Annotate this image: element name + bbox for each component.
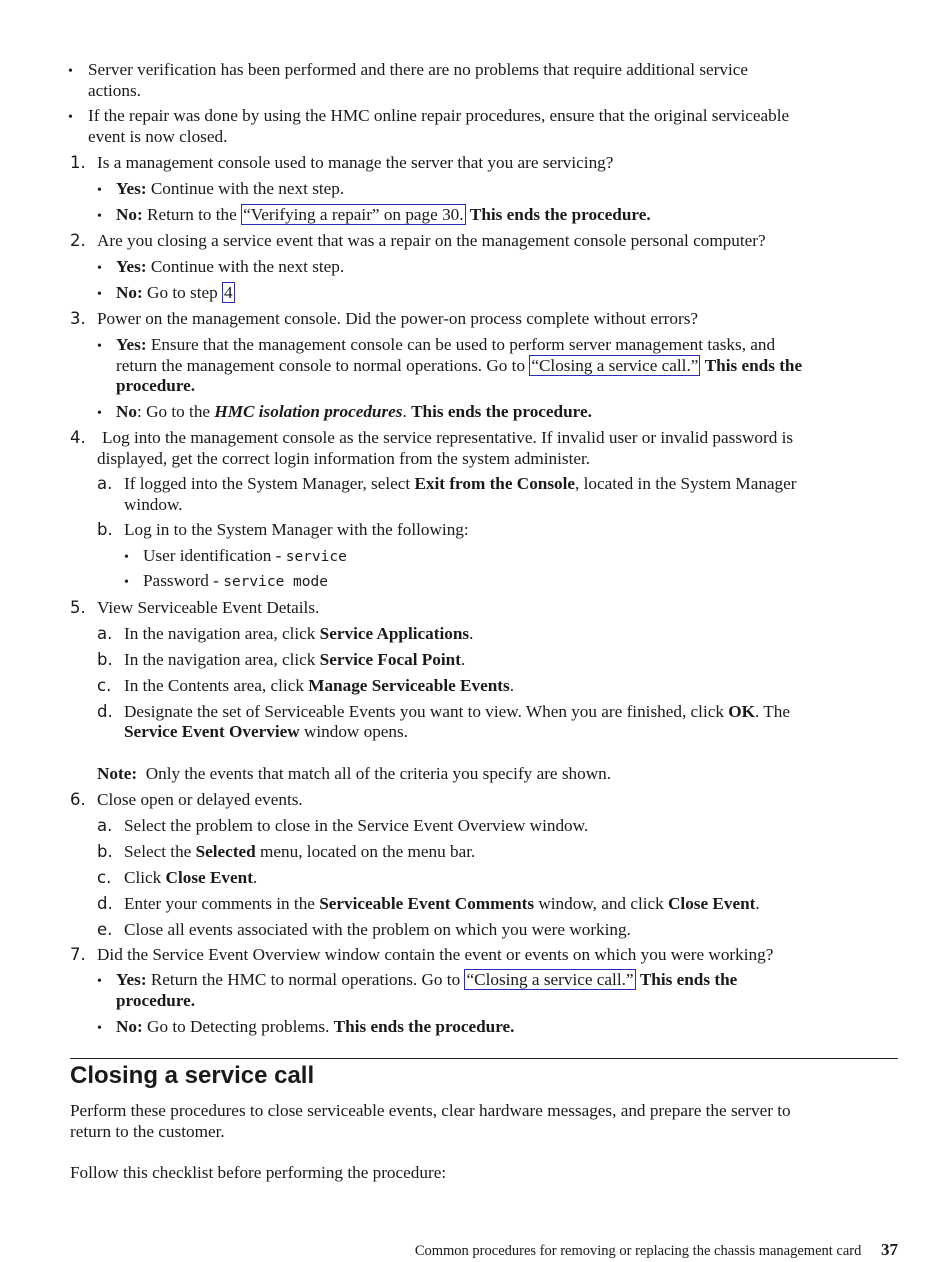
step-4a-label: a. [97, 474, 113, 493]
intro-item-2-line-2: event is now closed. [88, 127, 228, 146]
no-text: : Go to the [137, 402, 211, 421]
no-label: No: [116, 283, 143, 302]
step-4b-label: b. [97, 520, 113, 539]
note-text: Only the events that match all of the criteria you specify are shown. [145, 764, 612, 783]
step-6b-text [124, 842, 475, 863]
bullet-icon: • [97, 209, 102, 224]
no-label: No [116, 402, 138, 421]
step-5-number: 5. [70, 598, 86, 617]
closing-service-call-link[interactable]: “Closing a service call.” [531, 356, 699, 375]
step-4a-line-2: window. [124, 495, 183, 514]
intro-item-2-line-1: If the repair was done by using the HMC online repair procedures, ensure that the original serviceable [88, 106, 790, 125]
step-2-no [116, 283, 235, 304]
password-value: service mode [223, 574, 328, 590]
service-event-overview-text: Service Event Overview [124, 722, 300, 741]
yes-text: return the management console to normal operations. Go to [116, 356, 526, 375]
step-4a-text: , located in the System Manager [575, 474, 797, 493]
user-identification-label: User identification - [143, 546, 282, 565]
selected-menu-text: Selected [195, 842, 256, 861]
step-6c-label: c. [97, 868, 112, 887]
step-6d-text [124, 894, 760, 915]
bullet-icon: • [124, 575, 129, 590]
no-label: No: [116, 1017, 143, 1036]
substep-text: In the Contents area, click [124, 676, 304, 695]
close-event-text: Close Event [668, 894, 756, 913]
step-3-yes-line-3: procedure. [116, 376, 196, 395]
step-1-yes [116, 179, 344, 200]
step-6e-text: Close all events associated with the problem on which you were working. [124, 920, 631, 939]
password-item [143, 571, 328, 593]
substep-text: In the navigation area, click [124, 650, 316, 669]
close-event-text: Close Event [165, 868, 253, 887]
ok-text: OK [728, 702, 755, 721]
yes-text: Continue with the next step. [150, 257, 345, 276]
step-1-no [116, 205, 651, 226]
password-label: Password - [143, 571, 219, 590]
no-label: No: [116, 205, 143, 224]
step-5b-label: b. [97, 650, 113, 669]
yes-label: Yes: [116, 257, 147, 276]
service-focal-point-text: Service Focal Point [319, 650, 461, 669]
substep-text: Enter your comments in the [124, 894, 315, 913]
step-6a-text: Select the problem to close in the Service Event Overview window. [124, 816, 589, 835]
step-5-text: View Serviceable Event Details. [97, 598, 320, 617]
step-3-text: Power on the management console. Did the power-on process complete without errors? [97, 309, 699, 328]
procedure-end-text: This ends the procedure. [411, 402, 592, 421]
procedure-end-text: This ends the [704, 356, 803, 375]
bullet-icon: • [97, 339, 102, 354]
step-4-line-2: displayed, get the correct login information from the system administer. [97, 449, 591, 468]
step-1-number: 1. [70, 153, 86, 172]
hmc-isolation-procedures-text: HMC isolation procedures [214, 402, 403, 421]
yes-label: Yes: [116, 335, 147, 354]
step-5c-text [124, 676, 514, 697]
substep-text: window opens. [303, 722, 409, 741]
page-footer [415, 1240, 898, 1262]
bullet-icon: • [124, 550, 129, 565]
step-2-text: Are you closing a service event that was a repair on the management console personal computer? [97, 231, 766, 250]
step-3-no [116, 402, 592, 423]
note [97, 764, 611, 785]
step-1-text: Is a management console used to manage the server that you are servicing? [97, 153, 614, 172]
substep-text: . The [755, 702, 791, 721]
step-3-number: 3. [70, 309, 86, 328]
yes-label: Yes: [116, 970, 147, 989]
yes-label: Yes: [116, 179, 147, 198]
step-4a-line-1 [124, 474, 797, 495]
section-paragraph-1-line-1: Perform these procedures to close serviceable events, clear hardware messages, and prepare the server to [70, 1101, 791, 1120]
step-4-number: 4. [70, 428, 86, 447]
period-text: . [509, 676, 514, 695]
bullet-icon: • [97, 1021, 102, 1036]
intro-item-1-line-1: Server verification has been performed and there are no problems that require additional service [88, 60, 749, 79]
step-7-yes-line-2: procedure. [116, 991, 196, 1010]
step-5c-label: c. [97, 676, 112, 695]
step-6a-label: a. [97, 816, 113, 835]
serviceable-event-comments-text: Serviceable Event Comments [319, 894, 535, 913]
bullet-icon: • [68, 110, 73, 125]
no-text: Return to the [147, 205, 237, 224]
section-paragraph-1-line-2: return to the customer. [70, 1122, 225, 1141]
step-4a-text: If logged into the System Manager, select [124, 474, 411, 493]
substep-text: In the navigation area, click [124, 624, 316, 643]
step-5a-label: a. [97, 624, 113, 643]
step-7-no [116, 1017, 514, 1038]
step-5d-label: d. [97, 702, 113, 721]
step-6c-text [124, 868, 257, 889]
step-6b-label: b. [97, 842, 113, 861]
user-identification-item [143, 546, 347, 568]
procedure-end-text: This ends the procedure. [333, 1017, 515, 1036]
section-heading: Closing a service call [70, 1062, 315, 1089]
no-text: Go to Detecting problems. [147, 1017, 330, 1036]
bullet-icon: • [97, 261, 102, 276]
period-text: . [469, 624, 474, 643]
footer-title: Common procedures for removing or replacing the chassis management card [414, 1243, 862, 1259]
step-2-number: 2. [70, 231, 86, 250]
manage-serviceable-events-text: Manage Serviceable Events [308, 676, 510, 695]
closing-service-call-link[interactable]: “Closing a service call.” [466, 970, 634, 989]
no-text: Go to step [147, 283, 218, 302]
intro-item-1-line-2: actions. [88, 81, 141, 100]
substep-text: Select the [124, 842, 192, 861]
bullet-icon: • [97, 974, 102, 989]
step-6-number: 6. [70, 790, 86, 809]
bullet-icon: • [97, 287, 102, 302]
procedure-end-text: This ends the [639, 970, 738, 989]
step-6e-label: e. [97, 920, 113, 939]
substep-text: Click [124, 868, 162, 887]
service-applications-text: Service Applications [319, 624, 470, 643]
yes-text: Continue with the next step. [150, 179, 345, 198]
step-5b-text [124, 650, 465, 671]
step-3-yes-line-2 [116, 356, 802, 377]
period-text: . [460, 650, 466, 669]
step-4-link[interactable]: 4 [223, 283, 233, 302]
substep-text: menu, located on the menu bar. [260, 842, 476, 861]
step-5d-line-1 [124, 702, 790, 723]
bullet-icon: • [97, 406, 102, 421]
step-2-yes [116, 257, 344, 278]
period-text: . [252, 868, 258, 887]
note-label: Note: [97, 764, 138, 783]
user-identification-value: service [285, 549, 347, 565]
step-7-text: Did the Service Event Overview window contain the event or events on which you were working? [97, 945, 774, 964]
bullet-icon: • [68, 64, 73, 79]
section-divider [70, 1058, 898, 1059]
step-7-number: 7. [70, 945, 86, 964]
step-3-yes-line-1 [116, 335, 775, 356]
section-paragraph-2: Follow this checklist before performing the procedure: [70, 1163, 447, 1182]
exit-from-console-text: Exit from the Console [414, 474, 576, 493]
step-5a-text [124, 624, 473, 645]
step-4-line-1: Log into the management console as the service representative. If invalid user or invalid password is [102, 428, 794, 447]
step-4b-text: Log in to the System Manager with the following: [124, 520, 469, 539]
period-text: . [402, 402, 407, 421]
step-5d-line-2 [124, 722, 408, 743]
step-6-text: Close open or delayed events. [97, 790, 303, 809]
yes-text: Return the HMC to normal operations. Go to [150, 970, 461, 989]
step-6d-label: d. [97, 894, 113, 913]
step-7-yes-line-1 [116, 970, 737, 991]
yes-text: Ensure that the management console can be used to perform server management tasks, and [150, 335, 776, 354]
procedure-end-text: This ends the procedure. [469, 205, 651, 224]
page-number: 37 [881, 1240, 898, 1259]
verifying-repair-link[interactable]: “Verifying a repair” on page 30. [243, 205, 464, 224]
substep-text: window, and click [538, 894, 664, 913]
bullet-icon: • [97, 183, 102, 198]
period-text: . [755, 894, 760, 913]
substep-text: Designate the set of Serviceable Events you want to view. When you are finished, click [124, 702, 724, 721]
